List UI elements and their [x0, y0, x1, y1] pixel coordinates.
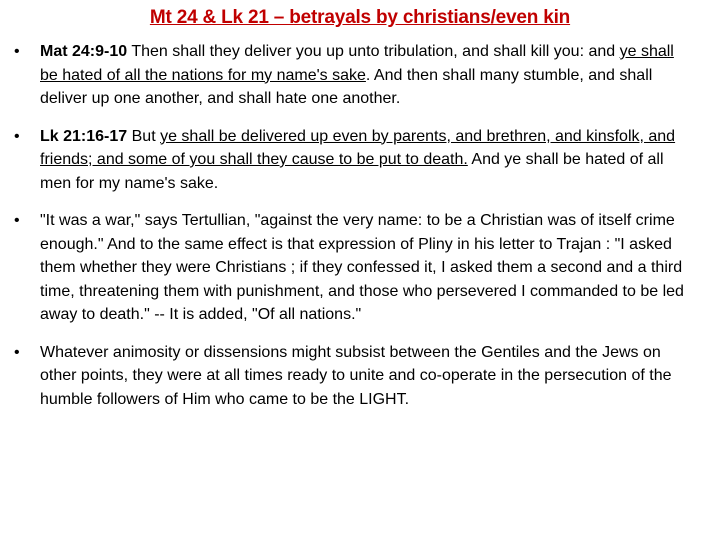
- bullet-icon: •: [14, 212, 20, 229]
- bullet-text: "It was a war," says Tertullian, "against the very name: to be a Christian was of itself crime enough." And to the same effect is that expression of Pliny in his letter to Trajan : "I asked them whether they were Christians ; if they confessed it, I asked them a second and a third time, threatening them with punishment, and those who persevered I commanded to be led away to death." -- It is added, "Of all nations.": [40, 212, 684, 323]
- bullet-text: Whatever animosity or dissensions might subsist between the Gentiles and the Jews on other points, they were at all times ready to unite and co-operate in the persecution of the humble followers of Him who came to be the LIGHT.: [40, 343, 672, 408]
- bullet-text: Then shall they deliver you up unto tribulation, and shall kill you: and: [127, 43, 620, 60]
- bullet-text: But: [127, 127, 161, 145]
- bullet-text: And ye shall be hated of all men for my name's sake.: [40, 151, 664, 192]
- bullet-icon: •: [14, 127, 20, 145]
- underlined-text: ye shall be hated of all the nations for my name's sake: [40, 43, 674, 84]
- bullet-text: . And then shall many stumble, and shall deliver up one another, and shall hate one another.: [40, 66, 653, 107]
- scripture-reference: Lk 21:16-17: [40, 127, 128, 145]
- bullet-icon: •: [14, 343, 20, 361]
- bullet-list: [14, 40, 694, 425]
- bullet-item-tertullian: [14, 209, 694, 327]
- bullet-item-gentiles-jews: [14, 341, 694, 412]
- bullet-item-mat-24: [14, 40, 694, 111]
- underlined-text: ye shall be delivered up even by parents, and brethren, and kinsfolk, and friends; and some of you shall they cause to be put to death.: [40, 127, 676, 168]
- scripture-reference: Mat 24:9-10: [40, 43, 128, 60]
- slide-title: Mt 24 & Lk 21 – betrayals by christians/even kin: [149, 7, 571, 28]
- bullet-icon: •: [14, 43, 20, 60]
- bullet-item-lk-21: [14, 125, 694, 196]
